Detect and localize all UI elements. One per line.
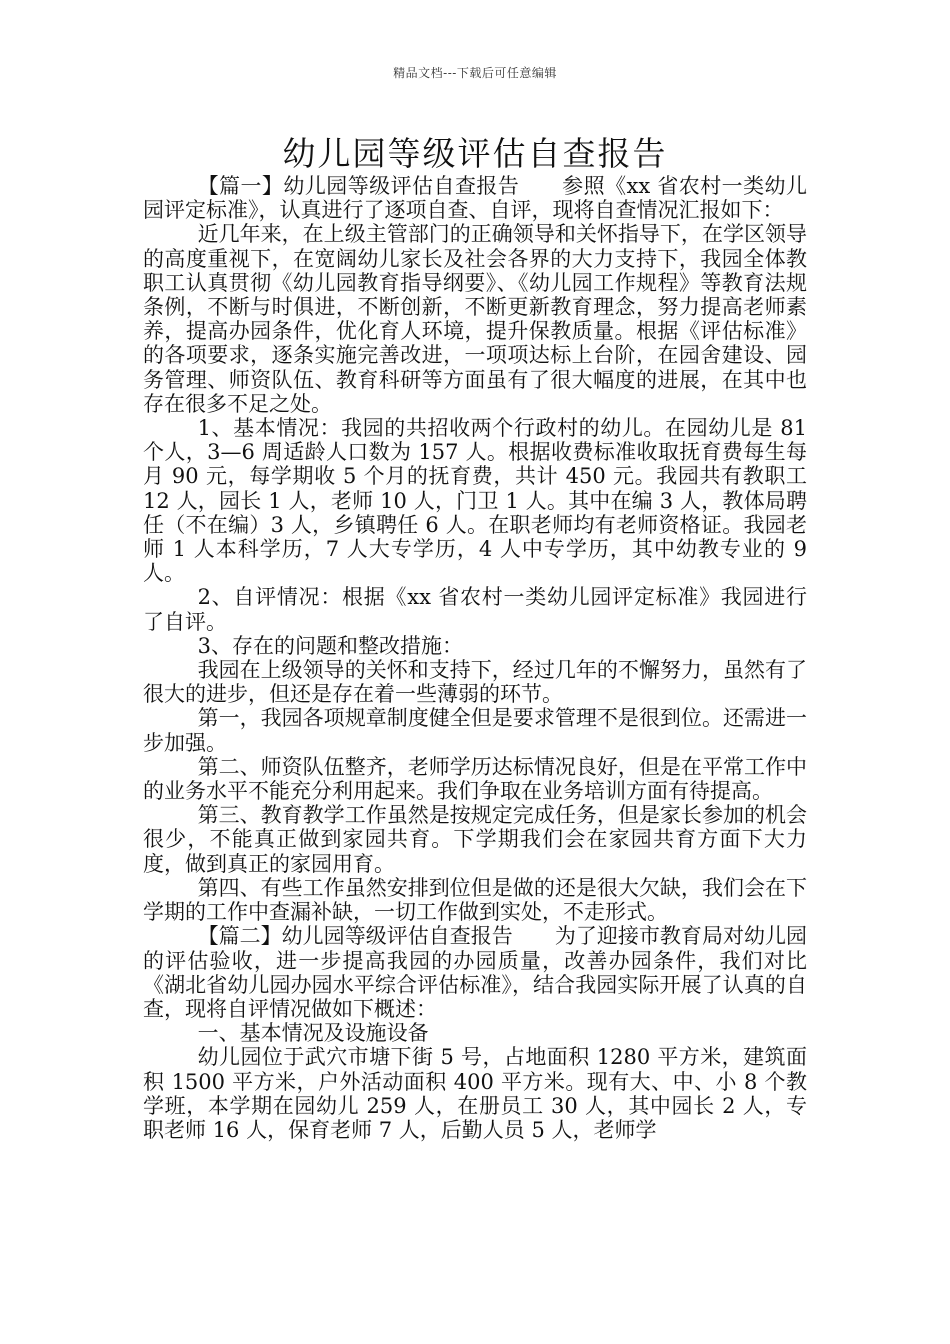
paragraph: 第二、师资队伍整齐，老师学历达标情况良好，但是在平常工作中的业务水平不能充分利用起来。我们争取在业务培训方面有待提高。 (143, 754, 807, 804)
document-body (143, 174, 807, 1142)
paragraph: 第三、教育教学工作虽然是按规定完成任务，但是家长参加的机会很少，不能真正做到家园共育。下学期我们会在家园共育方面下大力度，做到真正的家园用育。 (143, 803, 807, 876)
header-note: 精品文档---下载后可任意编辑 (393, 66, 557, 80)
paragraph: 一、基本情况及设施设备 (197, 1021, 429, 1046)
paragraph: 近几年来，在上级主管部门的正确领导和关怀指导下，在学区领导的高度重视下，在宽阔幼儿家长及社会各界的大力支持下，我园全体教职工认真贯彻《幼儿园教育指导纲要》、《幼儿园工作规程》等教育法规条例，不断与时俱进，不断创新，不断更新教育理念，努力提高老师素养，提高办园条件，优化育人环境，提升保教质量。根据《评估标准》的各项要求，逐条实施完善改进，一项项达标上台阶，在园舍建设、园务管理、师资队伍、教育科研等方面虽有了很大幅度的进展，在其中也存在很多不足之处。 (143, 222, 807, 416)
paragraph: 3、存在的问题和整改措施： (197, 633, 463, 658)
paragraph: 我园在上级领导的关怀和支持下，经过几年的不懈努力，虽然有了很大的进步，但还是存在着一些薄弱的环节。 (143, 658, 807, 707)
paragraph: 2、自评情况：根据《xx 省农村一类幼儿园评定标准》我园进行了自评。 (143, 585, 807, 634)
paragraph: 【篇二】幼儿园等级评估自查报告 为了迎接市教育局对幼儿园的评估验收，进一步提高我园的办园质量，改善办园条件，我们对比《湖北省幼儿园办园水平综合评估标准》，结合我园实际开展了认真的自查，现将自评情况做如下概述： (143, 924, 807, 1021)
paragraph: 第四、有些工作虽然安排到位但是做的还是很大欠缺，我们会在下学期的工作中查漏补缺，一切工作做到实处，不走形式。 (143, 875, 807, 925)
paragraph: 第一，我园各项规章制度健全但是要求管理不是很到位。还需进一步加强。 (143, 706, 807, 755)
document-title: 幼儿园等级评估自查报告 (282, 134, 668, 173)
paragraph: 幼儿园位于武穴市塘下街 5 号，占地面积 1280 平方米，建筑面积 1500 平方米，户外活动面积 400 平方米。现有大、中、小 8 个教学班，本学期在园幼儿 259 人，在册员工 30 人，其中园长 2 人，专职老师 16 人，保育老师 7 人，后勤人员 5 人，老师学 (143, 1045, 807, 1142)
paragraph: 1、基本情况：我园的共招收两个行政村的幼儿。在园幼儿是 81 个人，3—6 周适龄人口数为 157 人。根据收费标准收取抚育费每生每月 90 元，每学期收 5 个月的抚育费，共计 450 元。我园共有教职工 12 人，园长 1 人，老师 10 人，门卫 1 人。其中在编 3 人，教体局聘任（不在编）3 人，乡镇聘任 6 人。在职老师均有老师资格证。我园老师 1 人本科学历，7 人大专学历，4 人中专学历，其中幼教专业的 9 人。 (143, 416, 807, 586)
paragraph: 【篇一】幼儿园等级评估自查报告 参照《xx 省农村一类幼儿园评定标准》，认真进行了逐项自查、自评，现将自查情况汇报如下： (143, 174, 807, 223)
